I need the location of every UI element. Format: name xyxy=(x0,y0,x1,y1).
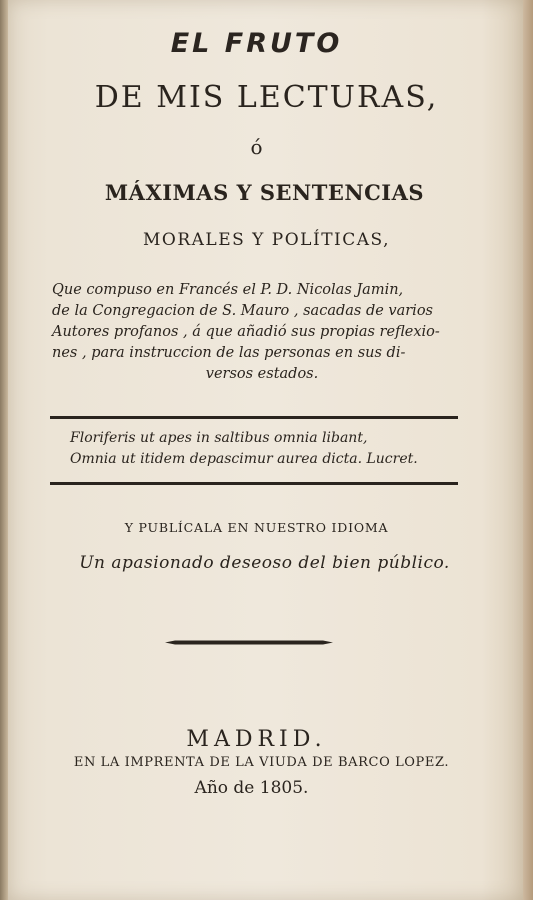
publisher-note: Y PUBLÍCALA EN NUESTRO IDIOMA xyxy=(124,520,389,535)
description-paragraph xyxy=(52,280,462,385)
imprint-press: EN LA IMPRENTA DE LA VIUDA DE BARCO LOPEZ. xyxy=(73,755,450,770)
epigraph-line: Floriferis ut apes in saltibus omnia libant, xyxy=(70,430,368,446)
ornamental-rule xyxy=(165,640,333,645)
imprint-city: MADRID. xyxy=(186,727,327,752)
title-line-1: EL FRUTO xyxy=(170,28,343,59)
author-note: Un apasionado deseoso del bien público. xyxy=(79,553,450,573)
bottom-rule-divider xyxy=(50,482,458,485)
description-line: versos estados. xyxy=(205,366,319,382)
title-line-4: MORALES Y POLÍTICAS, xyxy=(143,230,390,250)
title-conjunction: ó xyxy=(250,135,263,159)
description-line: Que compuso en Francés el P. D. Nicolas Jamin, xyxy=(52,282,404,298)
title-line-2: DE MIS LECTURAS, xyxy=(94,80,439,115)
description-line: nes , para instruccion de las personas en sus di- xyxy=(52,345,406,361)
title-line-3: MÁXIMAS Y SENTENCIAS xyxy=(104,180,425,205)
top-rule-divider xyxy=(50,416,458,419)
description-line: Autores profanos , á que añadió sus propias reflexio- xyxy=(52,324,440,340)
epigraph-line: Omnia ut itidem depascimur aurea dicta. Lucret. xyxy=(70,451,418,467)
description-line: de la Congregacion de S. Mauro , sacadas de varios xyxy=(52,303,433,319)
epigraph xyxy=(70,428,450,470)
imprint-year: Año de 1805. xyxy=(194,778,309,798)
page-edge xyxy=(523,0,533,900)
